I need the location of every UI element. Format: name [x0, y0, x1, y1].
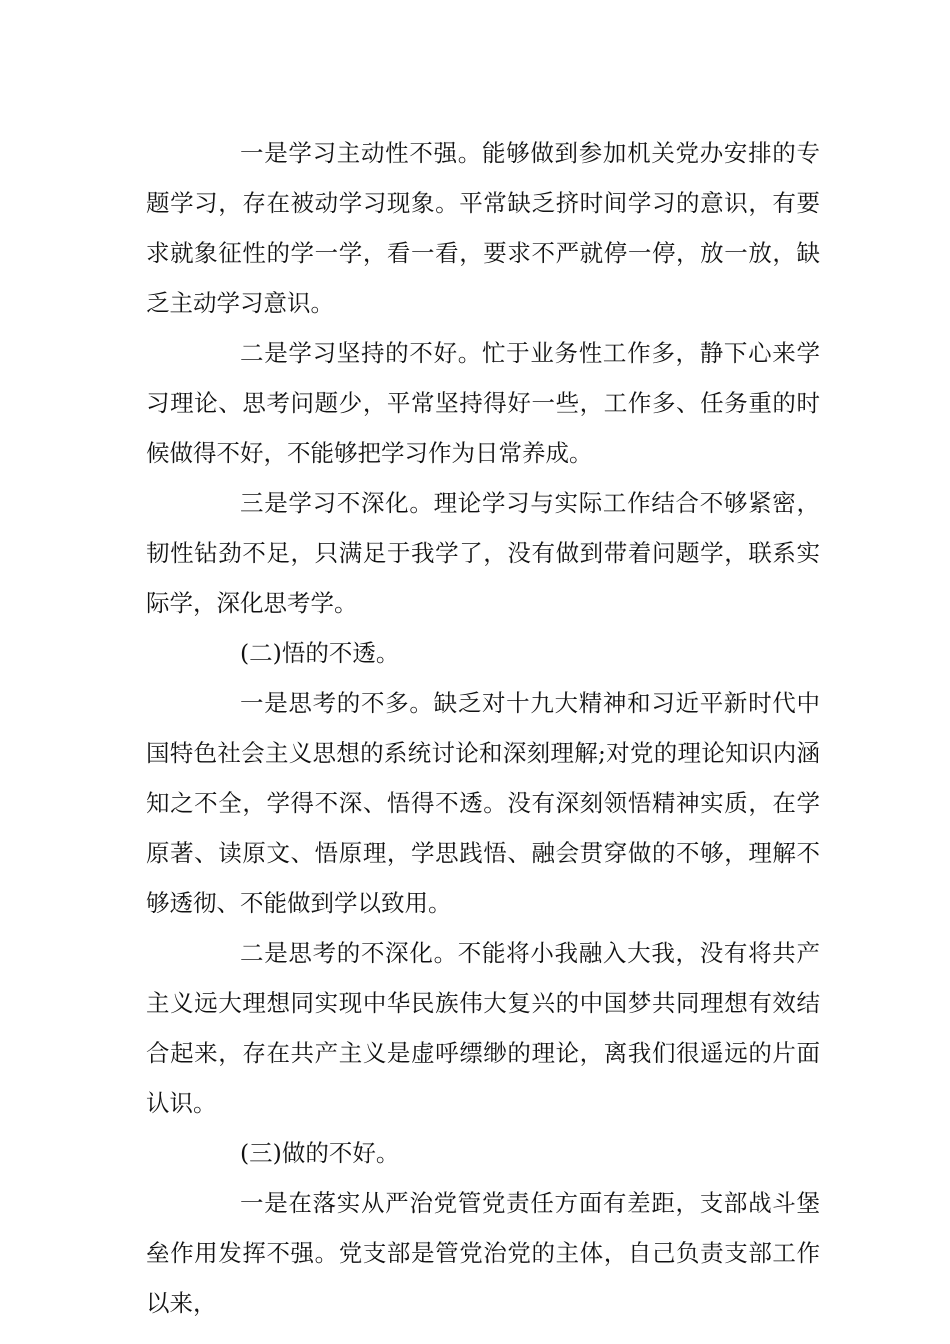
- paragraph-study-initiative: 一是学习主动性不强。能够做到参加机关党办安排的专题学习，存在被动学习现象。平常缺乏挤时间学习的意识，有要求就象征性的学一学，看一看，要求不严就停一停，放一放，缺乏主动学习意识。: [146, 139, 820, 317]
- document-body: [146, 128, 820, 1328]
- paragraph-thinking-insufficient: 一是思考的不多。缺乏对十九大精神和习近平新时代中国特色社会主义思想的系统讨论和深刻理解;对党的理论知识内涵知之不全，学得不深、悟得不透。没有深刻领悟精神实质，在学原著、读原文、悟原理，学思践悟、融会贯穿做的不够，理解不够透彻、不能做到学以致用。: [146, 689, 820, 917]
- paragraph-party-governance: 一是在落实从严治党管党责任方面有差距，支部战斗堡垒作用发挥不强。党支部是管党治党的主体，自己负责支部工作以来，: [146, 1189, 820, 1317]
- section-heading-practice: (三)做的不好。: [240, 1139, 400, 1167]
- paragraph-study-persistence: 二是学习坚持的不好。忙于业务性工作多，静下心来学习理论、思考问题少，平常坚持得好一些，工作多、任务重的时候做得不好，不能够把学习作为日常养成。: [146, 339, 820, 467]
- paragraph-thinking-shallow: 二是思考的不深化。不能将小我融入大我，没有将共产主义远大理想同实现中华民族伟大复兴的中国梦共同理想有效结合起来，存在共产主义是虚呼缥缈的理论，离我们很遥远的片面认识。: [146, 939, 820, 1117]
- section-heading-understanding: (二)悟的不透。: [240, 639, 400, 667]
- paragraph-study-depth: 三是学习不深化。理论学习与实际工作结合不够紧密，韧性钻劲不足，只满足于我学了，没有做到带着问题学，联系实际学，深化思考学。: [146, 489, 820, 617]
